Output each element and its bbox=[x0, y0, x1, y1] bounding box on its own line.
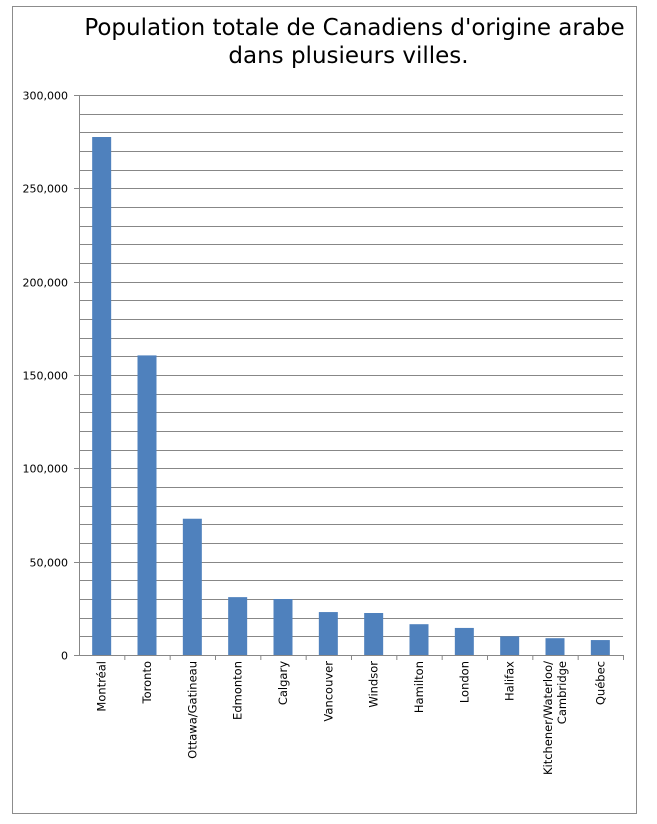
x-tick-label bbox=[367, 661, 381, 708]
x-tick-label-text bbox=[276, 661, 290, 705]
x-tick-label-text bbox=[95, 661, 109, 712]
x-tick-label-text bbox=[503, 661, 517, 701]
x-tick-label-line: Montréal bbox=[94, 661, 109, 712]
y-axis-ticks bbox=[23, 90, 80, 663]
x-tick-label-line: Cambridge bbox=[555, 661, 569, 725]
bar bbox=[364, 613, 383, 655]
x-tick-label bbox=[95, 661, 109, 712]
bar bbox=[183, 519, 202, 655]
x-tick-label-text bbox=[185, 661, 199, 759]
x-tick-label-line: Hamilton bbox=[412, 661, 426, 714]
x-tick-label-text bbox=[457, 661, 471, 703]
x-tick-label-line: Toronto bbox=[140, 661, 154, 704]
y-tick-label: 100,000 bbox=[22, 462, 68, 476]
x-tick-label bbox=[276, 661, 290, 705]
x-tick-label bbox=[321, 661, 335, 722]
x-tick-label bbox=[185, 661, 199, 759]
x-tick-label-line: London bbox=[457, 661, 472, 704]
y-tick-label: 0 bbox=[61, 649, 68, 663]
x-tick-label bbox=[412, 661, 426, 713]
axes bbox=[79, 95, 624, 660]
x-tick-label-line: Vancouver bbox=[321, 661, 336, 722]
x-tick-label-text bbox=[140, 661, 154, 704]
chart-title-line-2: dans plusieurs villes. bbox=[228, 43, 469, 69]
y-tick-label: 50,000 bbox=[29, 556, 68, 570]
bars bbox=[92, 137, 610, 655]
x-tick-label-text bbox=[231, 661, 245, 720]
x-tick-label-line: Halifax bbox=[502, 661, 517, 701]
x-tick-label-line: Kitchener/Waterloo/ bbox=[541, 661, 555, 776]
gridlines bbox=[79, 96, 623, 637]
bar bbox=[274, 599, 293, 655]
bar bbox=[591, 640, 610, 655]
y-tick-label: 150,000 bbox=[22, 369, 68, 383]
bar bbox=[455, 628, 474, 655]
x-tick-label-text bbox=[593, 661, 607, 705]
bar bbox=[546, 638, 565, 655]
x-tick-label bbox=[231, 661, 245, 720]
x-tick-label-line: Ottawa/Gatineau bbox=[185, 661, 200, 759]
x-tick-label-line: Québec bbox=[593, 661, 608, 706]
bar bbox=[410, 624, 429, 655]
x-tick-label-line: Edmonton bbox=[230, 661, 245, 720]
x-tick-label-text bbox=[412, 661, 426, 713]
x-tick-label-line: Windsor bbox=[366, 661, 381, 708]
bar bbox=[228, 597, 247, 655]
y-tick-label: 200,000 bbox=[22, 276, 68, 290]
y-tick-label: 250,000 bbox=[22, 182, 68, 196]
x-axis-labels bbox=[95, 661, 608, 775]
x-tick-label-text bbox=[541, 661, 569, 775]
chart-title-line-1: Population totale de Canadiens d'origine arabe bbox=[84, 15, 625, 41]
x-tick-label bbox=[503, 661, 517, 701]
x-tick-label bbox=[457, 661, 471, 703]
bar bbox=[92, 137, 111, 655]
bar bbox=[138, 355, 157, 655]
x-tick-label bbox=[541, 661, 569, 775]
x-tick-label-text bbox=[321, 661, 335, 722]
y-tick-label: 300,000 bbox=[22, 89, 68, 103]
x-tick-label-line: Calgary bbox=[276, 661, 290, 706]
bar bbox=[319, 612, 338, 655]
x-tick-label bbox=[140, 661, 154, 704]
bar bbox=[500, 636, 519, 655]
x-tick-label-text bbox=[367, 661, 381, 708]
x-tick-label bbox=[593, 661, 607, 705]
